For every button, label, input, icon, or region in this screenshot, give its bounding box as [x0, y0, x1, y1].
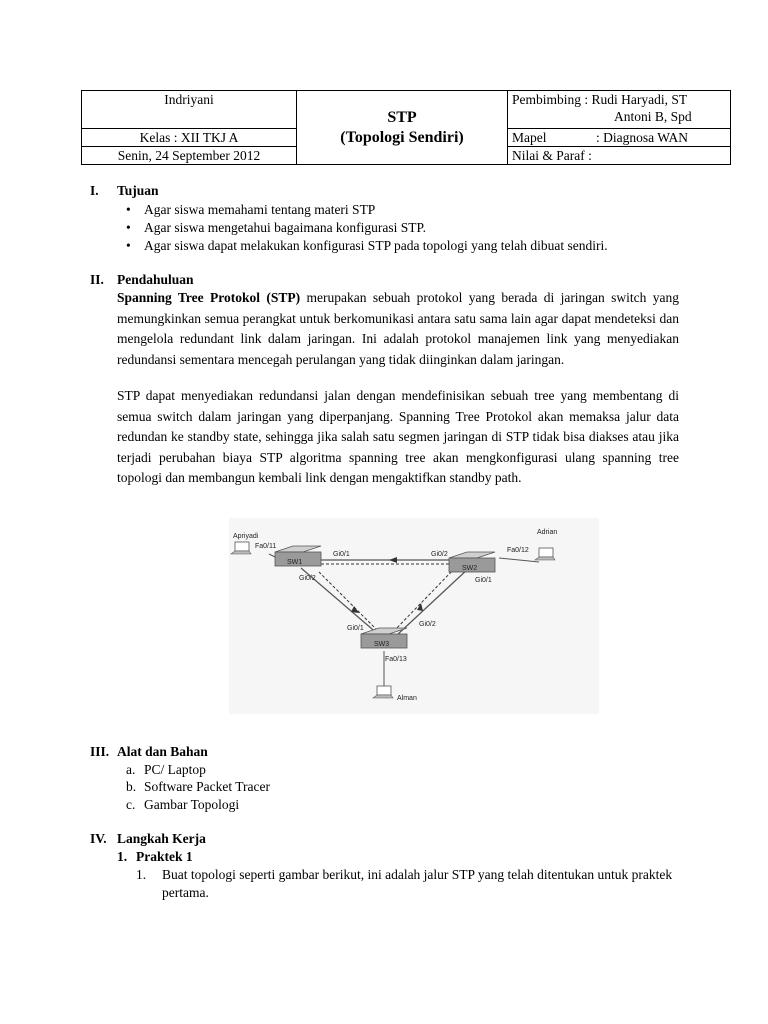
paragraph-2: STP dapat menyediakan redundansi jalan dengan mendefinisikan sebuah tree yang membentang di semua switch dalam jaringan yang diperpanjang. Spanning Tree Protokol akan memaksa jalur data redundan ke standby state, sehingga jika salah satu segmen jaringan di STP tidak bisa diakses atau jika terjadi perubahan biaya STP algoritma spanning tree akan mengkonfigurasi ulang spanning tree topologi dan membangun kembali link dengan mengaktifkan standby path.: [117, 388, 679, 486]
section-heading: Pendahuluan: [117, 272, 194, 287]
bullet-icon: •: [126, 202, 131, 217]
port-label: Fa0/12: [507, 547, 529, 554]
switch-label-sw2: SW2: [462, 565, 478, 572]
kelas: Kelas : XII TKJ A: [82, 129, 297, 147]
doc-title: [297, 91, 508, 165]
list-marker: b.: [126, 779, 137, 794]
pc-label-apriyadi: Apriyadi: [233, 533, 259, 540]
list-marker: a.: [126, 762, 136, 777]
bullet-icon: •: [126, 220, 131, 235]
subsection-heading: Praktek 1: [136, 849, 193, 864]
paragraph-1-text: merupakan sebuah protokol yang berada di jaringan switch yang memungkinkan semua perangkat untuk berkomunikasi antara satu sama lain agar dapat mendeteksi dan mengelola redundant link dalam jaringan. Ini adalah protokol manajemen link yang menyediakan redundansi sementara mencegah perulangan yang tidak diinginkan dalam jaringan.: [117, 290, 680, 367]
nilai-paraf: Nilai & Paraf :: [508, 147, 731, 165]
tanggal: Senin, 24 September 2012: [82, 147, 297, 165]
title-line2: (Topologi Sendiri): [340, 128, 464, 146]
list-item: PC/ Laptop: [144, 762, 206, 777]
paragraph-1: [117, 288, 679, 370]
port-label: Gi0/1: [347, 625, 364, 632]
switch-label-sw1: SW1: [287, 559, 303, 566]
step-text: Buat topologi seperti gambar berikut, ini adalah jalur STP yang telah ditentukan untuk praktek pertama.: [162, 867, 673, 900]
port-label: Fa0/11: [255, 543, 277, 550]
diagram-background: [229, 518, 599, 714]
port-label: Gi0/2: [419, 621, 436, 628]
title-line1: STP: [387, 108, 417, 126]
port-label: Fa0/13: [385, 656, 407, 663]
section-number: IV.: [90, 831, 107, 846]
section-heading: Tujuan: [117, 183, 159, 198]
pc-label-alman: Alman: [397, 695, 417, 702]
list-item: Gambar Topologi: [144, 797, 240, 812]
header-table: [81, 90, 731, 165]
list-item: Agar siswa memahami tentang materi STP: [144, 202, 376, 217]
section-heading: Langkah Kerja: [117, 831, 206, 846]
pembimbing-line2: Antoni B, Spd: [614, 109, 692, 124]
port-label: Gi0/1: [333, 551, 350, 558]
mapel-label: Mapel: [512, 130, 547, 145]
section-number: I.: [90, 183, 99, 198]
student-name: Indriyani: [82, 91, 297, 129]
stp-term: Spanning Tree Protokol (STP): [117, 290, 301, 305]
stp-topology-diagram: [229, 518, 599, 714]
pembimbing: [508, 91, 731, 129]
port-label: Gi0/2: [431, 551, 448, 558]
list-item: Software Packet Tracer: [144, 779, 270, 794]
pembimbing-line1: Pembimbing : Rudi Haryadi, ST: [512, 92, 688, 107]
list-item: Agar siswa mengetahui bagaimana konfigurasi STP.: [144, 220, 426, 235]
mapel-value: : Diagnosa WAN: [596, 130, 688, 145]
port-label: Gi0/1: [475, 577, 492, 584]
switch-label-sw3: SW3: [374, 641, 390, 648]
mapel: [508, 129, 731, 147]
section-heading: Alat dan Bahan: [117, 744, 208, 759]
subsection-marker: 1.: [117, 849, 128, 864]
step-marker: 1.: [136, 867, 147, 882]
bullet-icon: •: [126, 238, 131, 253]
pc-label-adrian: Adrian: [537, 529, 558, 536]
list-marker: c.: [126, 797, 136, 812]
section-number: II.: [90, 272, 104, 287]
port-label: Gi0/2: [299, 575, 316, 582]
list-item: Agar siswa dapat melakukan konfigurasi STP pada topologi yang telah dibuat sendiri.: [144, 238, 608, 253]
section-number: III.: [90, 744, 110, 759]
